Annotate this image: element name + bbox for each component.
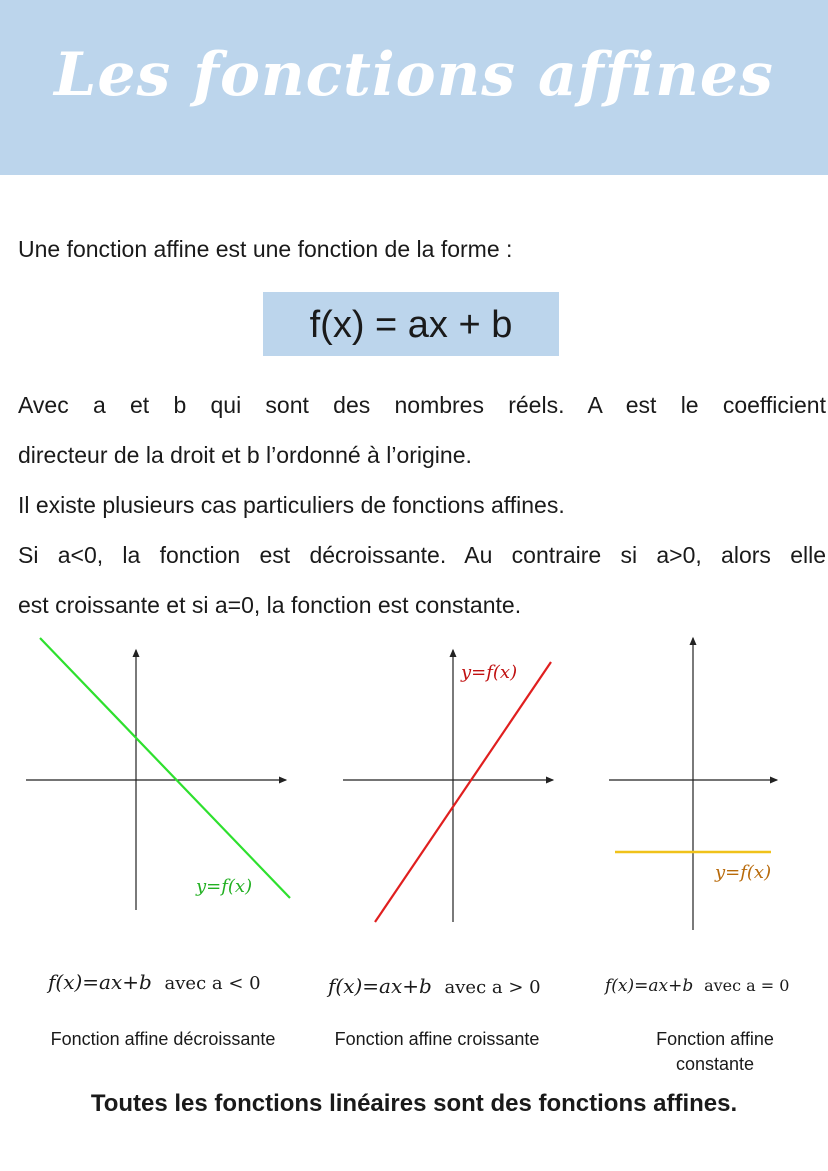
caption-increasing: Fonction affine croissante <box>334 1029 540 1049</box>
curve-label: y=f(x) <box>196 876 253 897</box>
paragraph-line: Avec a et b qui sont des nombres réels. A est le coefficient <box>18 392 826 418</box>
title-banner <box>0 0 828 175</box>
intro-text: Une fonction affine est une fonction de la forme : <box>18 236 513 262</box>
explanation-paragraph <box>18 380 826 630</box>
formula-decreasing: f(x)=ax+b avec a < 0 <box>48 970 261 994</box>
graph-constant <box>605 630 805 935</box>
function-line <box>375 662 551 922</box>
formula-increasing: f(x)=ax+b avec a > 0 <box>328 974 541 998</box>
paragraph-line: Il existe plusieurs cas particuliers de fonctions affines. <box>18 492 565 518</box>
formula-constant: f(x)=ax+b avec a = 0 <box>605 976 790 996</box>
paragraph-line: est croissante et si a=0, la fonction est constante. <box>18 592 522 618</box>
graph-decreasing <box>20 630 300 920</box>
caption-constant: Fonction affine constante <box>656 1029 774 1074</box>
footer-note: Toutes les fonctions linéaires sont des fonctions affines. <box>90 1090 738 1117</box>
page-title: Les fonctions affines <box>54 40 774 110</box>
curve-label: y=f(x) <box>461 662 518 683</box>
paragraph-line: Si a<0, la fonction est décroissante. Au contraire si a>0, alors elle <box>18 542 826 568</box>
formula-box: f(x) = ax + b <box>263 292 559 356</box>
caption-decreasing: Fonction affine décroissante <box>50 1029 276 1049</box>
curve-label: y=f(x) <box>715 862 772 883</box>
graph-increasing <box>335 630 565 930</box>
paragraph-line: directeur de la droit et b l’ordonné à l’origine. <box>18 442 472 468</box>
function-line <box>40 638 290 898</box>
